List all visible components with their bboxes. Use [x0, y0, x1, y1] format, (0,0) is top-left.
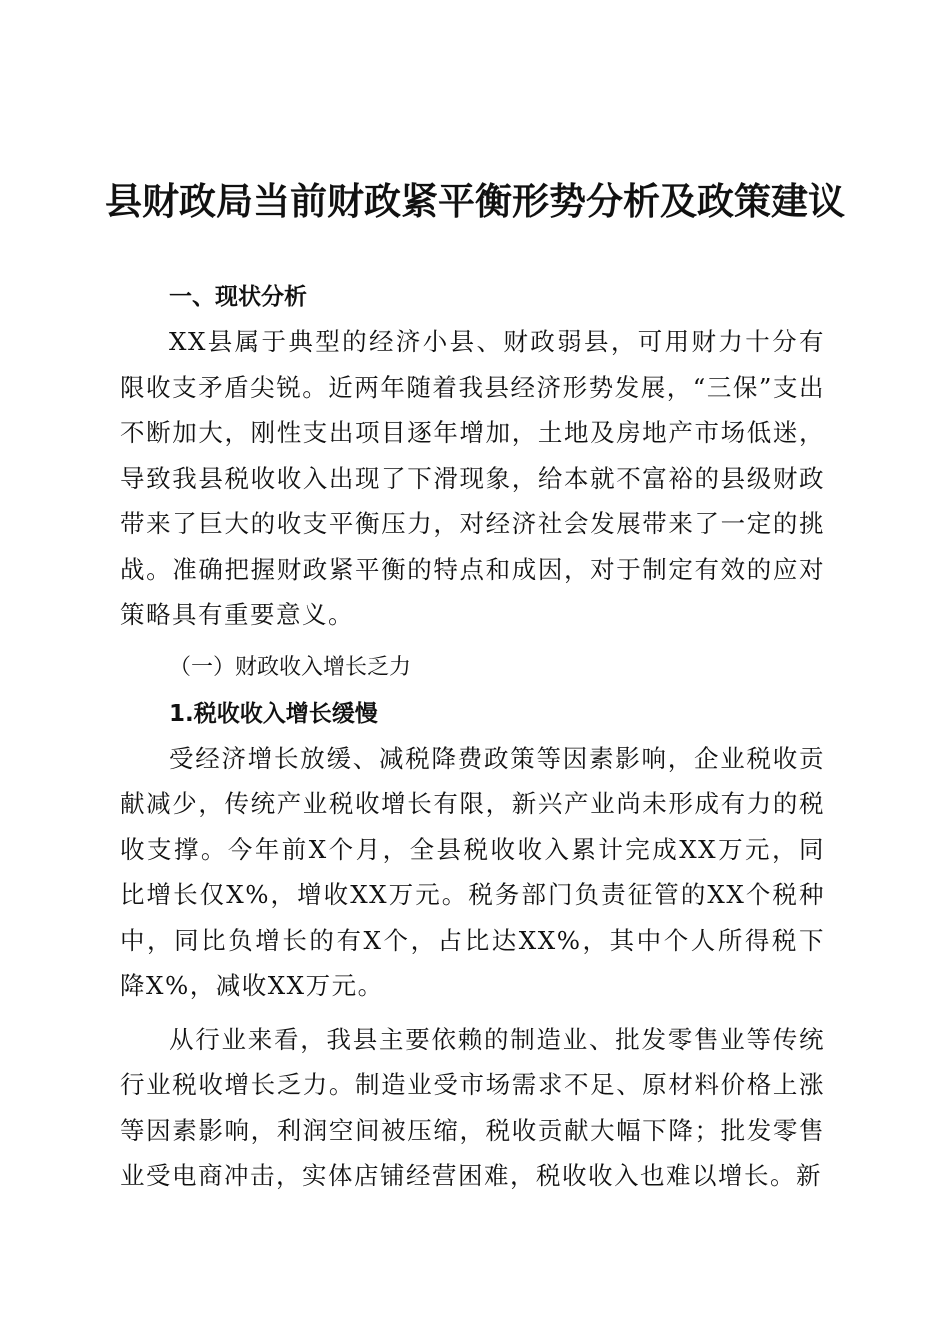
body-paragraph: 从行业来看，我县主要依赖的制造业、批发零售业等传统行业税收增长乏力。制造业受市场需求不足、原材料价格上涨等因素影响，利润空间被压缩，税收贡献大幅下降；批发零售业受电商冲击，实体店铺经营困难，税收收入也难以增长。新 — [120, 1024, 825, 1190]
document-body — [120, 275, 825, 1199]
section-heading: 一、现状分析 — [169, 284, 307, 310]
body-paragraph: XX县属于典型的经济小县、财政弱县，可用财力十分有限收支矛盾尖锐。近两年随着我县经济形势发展，“三保”支出不断加大，刚性支出项目逐年增加，土地及房地产市场低迷，导致我县税收收入出现了下滑现象，给本就不富裕的县级财政带来了巨大的收支平衡压力，对经济社会发展带来了一定的挑战。准确把握财政紧平衡的特点和成因，对于制定有效的应对策略具有重要意义。 — [120, 327, 825, 629]
item-heading: 1.税收收入增长缓慢 — [169, 700, 378, 727]
subsection-heading: （一）财政收入增长乏力 — [169, 654, 412, 680]
document-title: 县财政局当前财政紧平衡形势分析及政策建议 — [105, 179, 845, 223]
body-paragraph: 受经济增长放缓、减税降费政策等因素影响，企业税收贡献减少，传统产业税收增长有限，新兴产业尚未形成有力的税收支撑。今年前X个月，全县税收收入累计完成XX万元，同比增长仅X%，增收XX万元。税务部门负责征管的XX个税种中，同比负增长的有X个，占比达XX%，其中个人所得税下降X%，减收XX万元。 — [120, 743, 825, 1000]
